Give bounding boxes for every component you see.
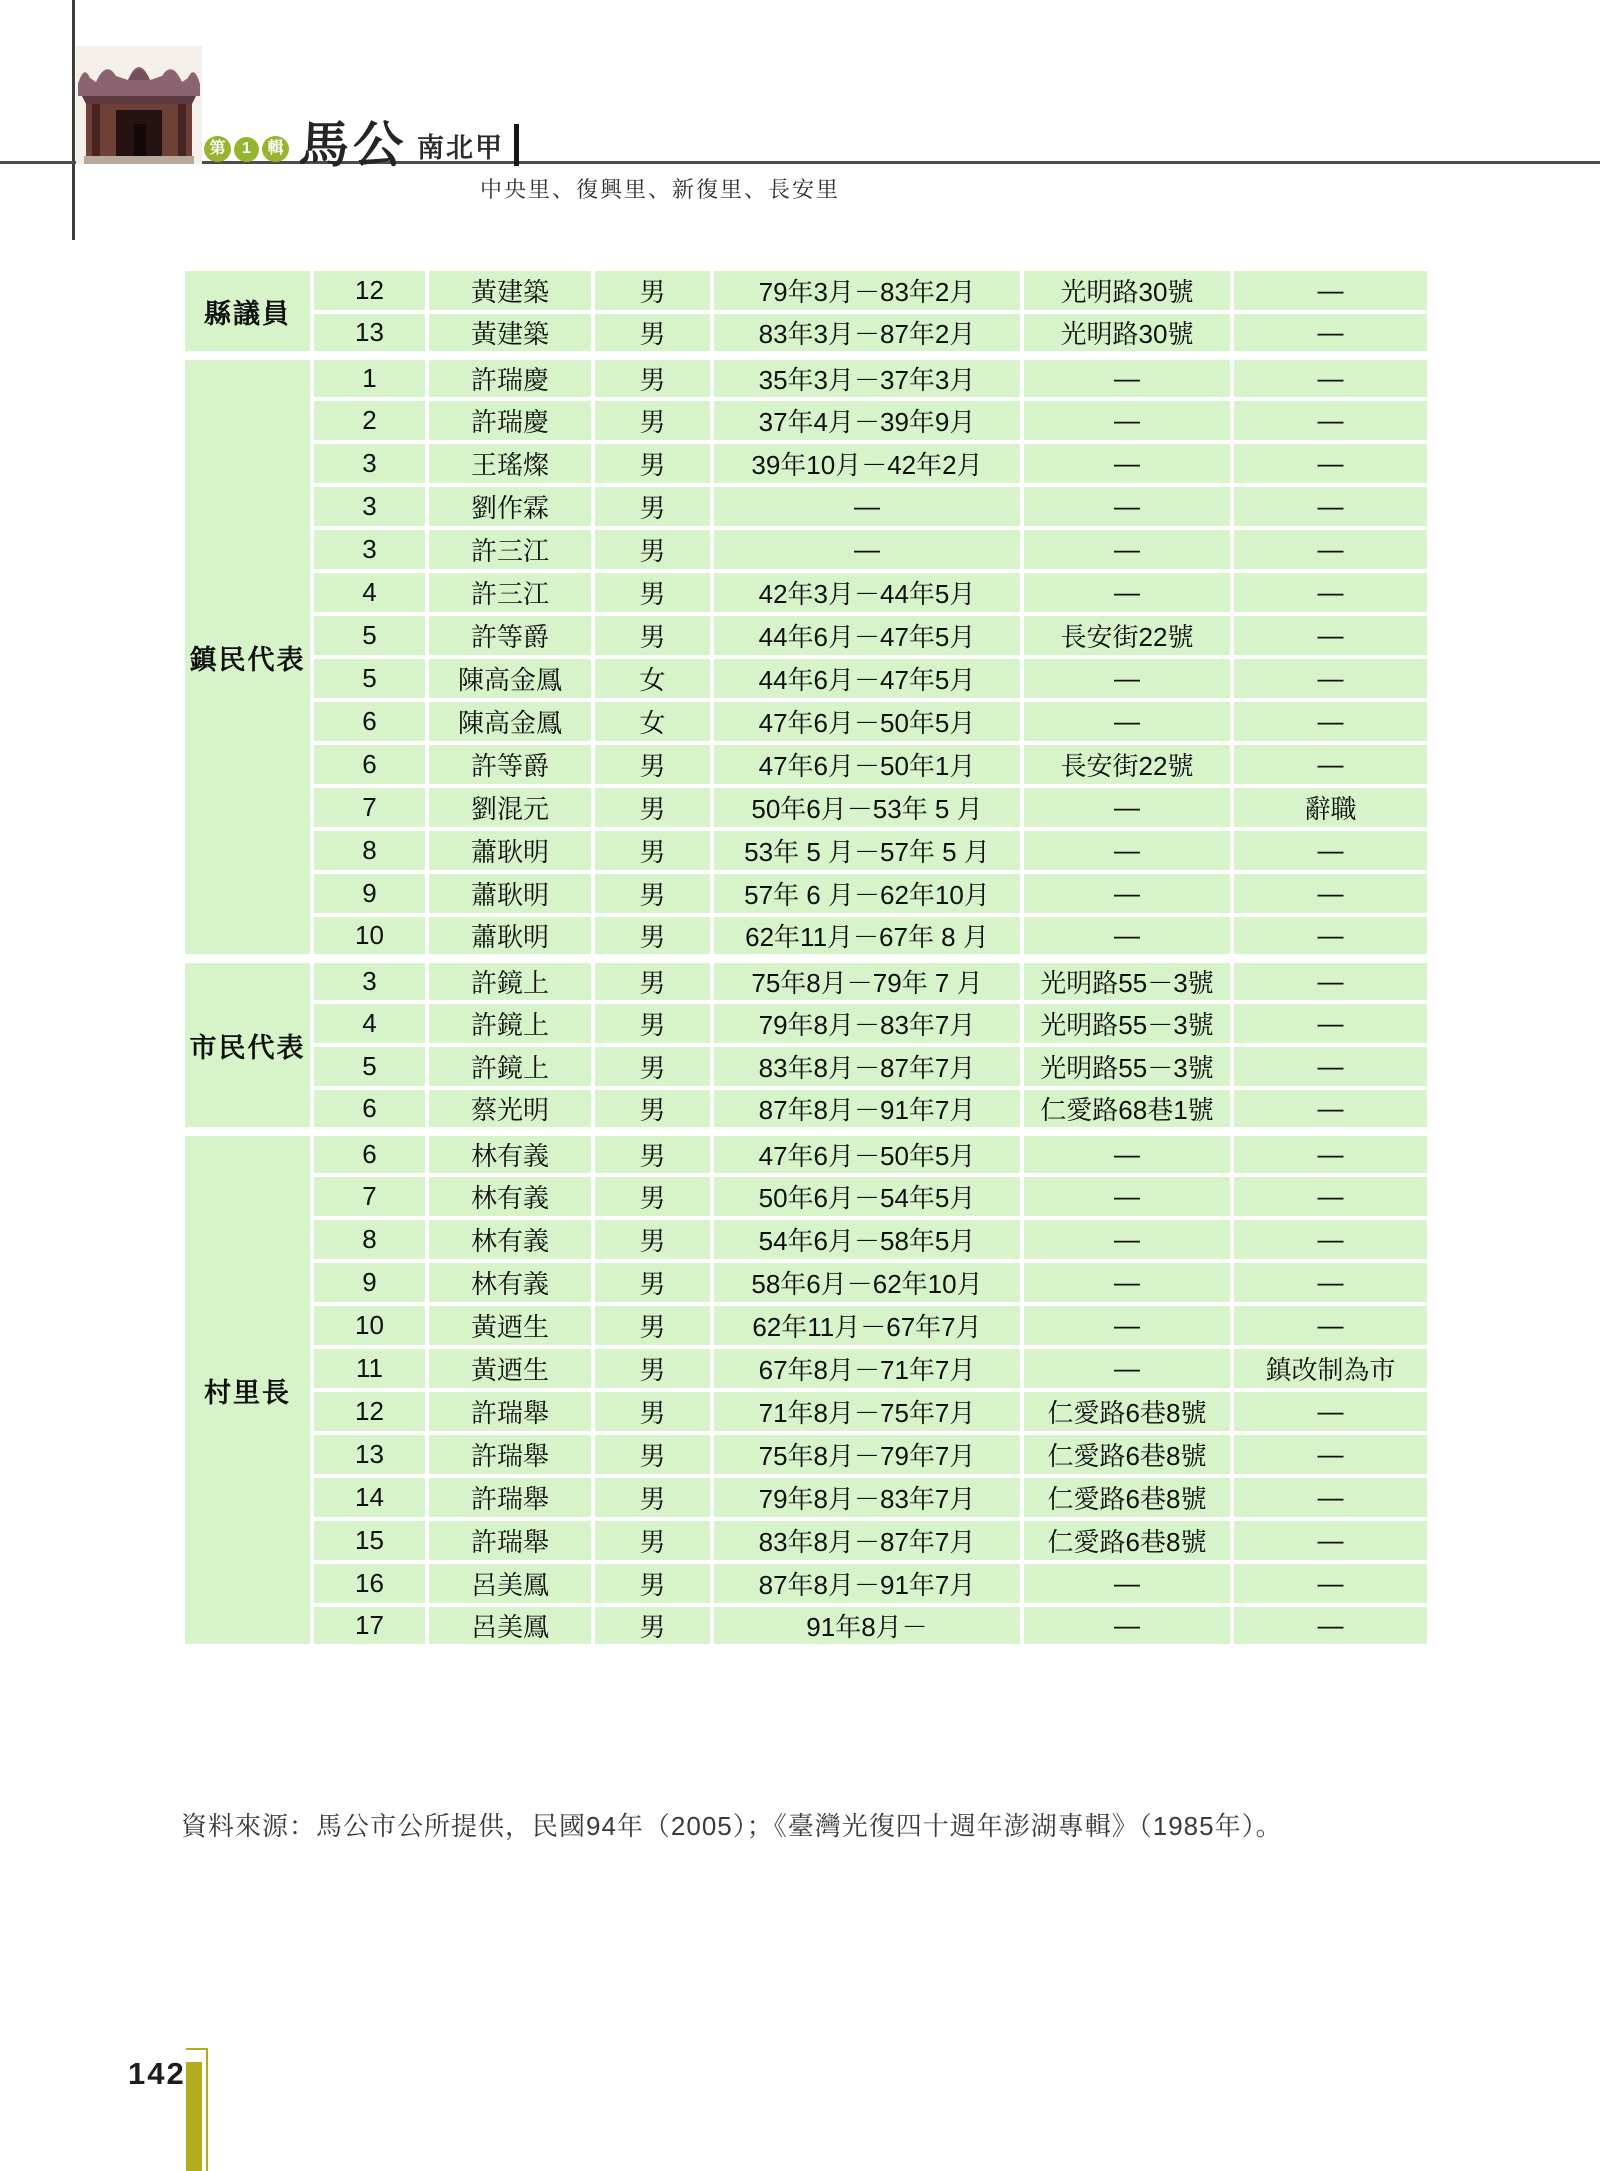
address-cell: 光明路30號 (1022, 269, 1232, 312)
term-cell: 58年6月－62年10月 (712, 1261, 1022, 1304)
note-cell: — (1232, 1562, 1429, 1605)
gender-cell: 男 (593, 1304, 712, 1347)
table-row (183, 1045, 1429, 1088)
source-footnote: 資料來源：馬公市公所提供，民國94年（2005）；《臺灣光復四十週年澎湖專輯》（1985年）。 (181, 1811, 1283, 1841)
term-number-cell: 4 (312, 571, 427, 614)
term-number-cell: 1 (312, 356, 427, 400)
name-cell: 許瑞舉 (427, 1519, 593, 1562)
gender-cell: 男 (593, 485, 712, 528)
address-cell: — (1022, 485, 1232, 528)
address-cell: — (1022, 399, 1232, 442)
term-cell: 83年3月－87年2月 (712, 312, 1022, 356)
term-number-cell: 9 (312, 1261, 427, 1304)
name-cell: 蔡光明 (427, 1088, 593, 1132)
term-cell: 42年3月－44年5月 (712, 571, 1022, 614)
note-cell: — (1232, 571, 1429, 614)
address-cell: 仁愛路6巷8號 (1022, 1390, 1232, 1433)
term-cell: — (712, 485, 1022, 528)
term-cell: — (712, 528, 1022, 571)
term-cell: 87年8月－91年7月 (712, 1562, 1022, 1605)
term-number-cell: 6 (312, 1088, 427, 1132)
table-row (183, 269, 1429, 312)
name-cell: 許等爵 (427, 614, 593, 657)
table-row (183, 1562, 1429, 1605)
note-cell: — (1232, 1045, 1429, 1088)
term-cell: 47年6月－50年5月 (712, 1132, 1022, 1176)
gender-cell: 男 (593, 872, 712, 915)
note-cell: — (1232, 700, 1429, 743)
address-cell: 光明路55－3號 (1022, 1045, 1232, 1088)
name-cell: 林有義 (427, 1175, 593, 1218)
temple-photo (76, 46, 202, 164)
name-cell: 許等爵 (427, 743, 593, 786)
table-row (183, 1002, 1429, 1045)
table-row (183, 1433, 1429, 1476)
note-cell: — (1232, 1304, 1429, 1347)
name-cell: 林有義 (427, 1218, 593, 1261)
name-cell: 蕭耿明 (427, 872, 593, 915)
name-cell: 許瑞慶 (427, 399, 593, 442)
name-cell: 許瑞慶 (427, 356, 593, 400)
gender-cell: 男 (593, 1261, 712, 1304)
title-end-bar (514, 124, 519, 166)
address-cell: — (1022, 1562, 1232, 1605)
term-cell: 75年8月－79年 7 月 (712, 959, 1022, 1003)
name-cell: 林有義 (427, 1132, 593, 1176)
gender-cell: 男 (593, 1347, 712, 1390)
term-cell: 47年6月－50年1月 (712, 743, 1022, 786)
note-cell: — (1232, 829, 1429, 872)
volume-badges (204, 136, 289, 162)
address-cell: — (1022, 1261, 1232, 1304)
note-cell: — (1232, 1132, 1429, 1176)
group-label-cell: 鎮民代表 (183, 356, 312, 959)
table-row (183, 356, 1429, 400)
name-cell: 許鏡上 (427, 1045, 593, 1088)
name-cell: 呂美鳳 (427, 1562, 593, 1605)
title-calligraphy: 馬公 (297, 117, 409, 173)
table-row (183, 399, 1429, 442)
table-row (183, 528, 1429, 571)
name-cell: 許鏡上 (427, 959, 593, 1003)
term-number-cell: 4 (312, 1002, 427, 1045)
address-cell: — (1022, 1175, 1232, 1218)
address-cell: — (1022, 1304, 1232, 1347)
left-margin-rule (72, 0, 75, 240)
gender-cell: 男 (593, 829, 712, 872)
note-cell: — (1232, 356, 1429, 400)
term-cell: 83年8月－87年7月 (712, 1519, 1022, 1562)
term-number-cell: 5 (312, 1045, 427, 1088)
volume-badge-suffix: 輯 (262, 136, 289, 162)
village-subtitle: 中央里、復興里、新復里、長安里 (480, 177, 841, 202)
term-cell: 54年6月－58年5月 (712, 1218, 1022, 1261)
note-cell: — (1232, 269, 1429, 312)
note-cell: — (1232, 743, 1429, 786)
gender-cell: 男 (593, 743, 712, 786)
term-cell: 79年8月－83年7月 (712, 1002, 1022, 1045)
gender-cell: 男 (593, 528, 712, 571)
term-number-cell: 7 (312, 1175, 427, 1218)
address-cell: — (1022, 1347, 1232, 1390)
name-cell: 許瑞舉 (427, 1390, 593, 1433)
term-cell: 44年6月－47年5月 (712, 614, 1022, 657)
term-number-cell: 6 (312, 743, 427, 786)
address-cell: — (1022, 1605, 1232, 1649)
title-subname: 南北甲 (417, 133, 504, 163)
term-number-cell: 12 (312, 269, 427, 312)
address-cell: — (1022, 915, 1232, 959)
term-number-cell: 12 (312, 1390, 427, 1433)
address-cell: 仁愛路6巷8號 (1022, 1519, 1232, 1562)
term-cell: 91年8月－ (712, 1605, 1022, 1649)
term-number-cell: 7 (312, 786, 427, 829)
gender-cell: 男 (593, 1132, 712, 1176)
note-cell: — (1232, 614, 1429, 657)
address-cell: — (1022, 786, 1232, 829)
address-cell: — (1022, 1218, 1232, 1261)
term-cell: 39年10月－42年2月 (712, 442, 1022, 485)
note-cell: — (1232, 528, 1429, 571)
term-number-cell: 2 (312, 399, 427, 442)
table-row (183, 571, 1429, 614)
name-cell: 許鏡上 (427, 1002, 593, 1045)
bookmark-outline-side (206, 2048, 208, 2171)
term-number-cell: 5 (312, 614, 427, 657)
term-number-cell: 16 (312, 1562, 427, 1605)
term-cell: 35年3月－37年3月 (712, 356, 1022, 400)
note-cell: — (1232, 312, 1429, 356)
term-cell: 50年6月－53年 5 月 (712, 786, 1022, 829)
gender-cell: 女 (593, 657, 712, 700)
page-title (204, 116, 519, 173)
name-cell: 劉混元 (427, 786, 593, 829)
term-number-cell: 17 (312, 1605, 427, 1649)
term-number-cell: 6 (312, 700, 427, 743)
address-cell: — (1022, 442, 1232, 485)
name-cell: 黃迺生 (427, 1347, 593, 1390)
gender-cell: 男 (593, 1045, 712, 1088)
note-cell: 辭職 (1232, 786, 1429, 829)
term-number-cell: 14 (312, 1476, 427, 1519)
gender-cell: 男 (593, 1562, 712, 1605)
gender-cell: 男 (593, 442, 712, 485)
term-cell: 37年4月－39年9月 (712, 399, 1022, 442)
address-cell: — (1022, 356, 1232, 400)
table-row (183, 614, 1429, 657)
note-cell: — (1232, 959, 1429, 1003)
term-number-cell: 3 (312, 959, 427, 1003)
records-table (181, 267, 1431, 1653)
volume-badge-prefix: 第 (204, 136, 231, 162)
note-cell: — (1232, 485, 1429, 528)
term-cell: 50年6月－54年5月 (712, 1175, 1022, 1218)
table-row (183, 915, 1429, 959)
term-cell: 79年3月－83年2月 (712, 269, 1022, 312)
table-row (183, 657, 1429, 700)
gender-cell: 男 (593, 1218, 712, 1261)
note-cell: — (1232, 1390, 1429, 1433)
note-cell: — (1232, 1175, 1429, 1218)
term-cell: 79年8月－83年7月 (712, 1476, 1022, 1519)
term-number-cell: 6 (312, 1132, 427, 1176)
table-row (183, 1132, 1429, 1176)
term-cell: 62年11月－67年7月 (712, 1304, 1022, 1347)
name-cell: 呂美鳳 (427, 1605, 593, 1649)
group-label-cell: 縣議員 (183, 269, 312, 356)
address-cell: 仁愛路68巷1號 (1022, 1088, 1232, 1132)
gender-cell: 男 (593, 1605, 712, 1649)
table-row (183, 1304, 1429, 1347)
note-cell: — (1232, 915, 1429, 959)
group-label-cell: 市民代表 (183, 959, 312, 1132)
address-cell: — (1022, 700, 1232, 743)
name-cell: 黃建築 (427, 269, 593, 312)
table-row (183, 872, 1429, 915)
note-cell: — (1232, 872, 1429, 915)
name-cell: 許瑞舉 (427, 1433, 593, 1476)
volume-badge-number: 1 (234, 137, 259, 162)
term-cell: 87年8月－91年7月 (712, 1088, 1022, 1132)
note-cell: — (1232, 399, 1429, 442)
table-row (183, 1519, 1429, 1562)
gender-cell: 男 (593, 786, 712, 829)
table-row (183, 442, 1429, 485)
note-cell: — (1232, 1433, 1429, 1476)
note-cell: — (1232, 1476, 1429, 1519)
gender-cell: 男 (593, 614, 712, 657)
bookmark-outline-top (186, 2048, 208, 2050)
term-number-cell: 8 (312, 1218, 427, 1261)
note-cell: — (1232, 1088, 1429, 1132)
gender-cell: 男 (593, 356, 712, 400)
name-cell: 黃建築 (427, 312, 593, 356)
gender-cell: 男 (593, 312, 712, 356)
term-cell: 47年6月－50年5月 (712, 700, 1022, 743)
table-row (183, 1476, 1429, 1519)
address-cell: 長安街22號 (1022, 743, 1232, 786)
note-cell: — (1232, 1605, 1429, 1649)
gender-cell: 男 (593, 1476, 712, 1519)
address-cell: 光明路30號 (1022, 312, 1232, 356)
gender-cell: 男 (593, 959, 712, 1003)
note-cell: — (1232, 1261, 1429, 1304)
table-row (183, 312, 1429, 356)
name-cell: 許三江 (427, 571, 593, 614)
term-number-cell: 3 (312, 485, 427, 528)
term-cell: 83年8月－87年7月 (712, 1045, 1022, 1088)
gender-cell: 男 (593, 1175, 712, 1218)
gender-cell: 女 (593, 700, 712, 743)
records-table-body (183, 269, 1429, 1649)
note-cell: 鎮改制為市 (1232, 1347, 1429, 1390)
gender-cell: 男 (593, 1002, 712, 1045)
address-cell: 光明路55－3號 (1022, 959, 1232, 1003)
table-row (183, 829, 1429, 872)
term-cell: 57年 6 月－62年10月 (712, 872, 1022, 915)
term-cell: 44年6月－47年5月 (712, 657, 1022, 700)
term-cell: 71年8月－75年7月 (712, 1390, 1022, 1433)
table-row (183, 1218, 1429, 1261)
table-row (183, 700, 1429, 743)
name-cell: 劉作霖 (427, 485, 593, 528)
table-row (183, 1261, 1429, 1304)
name-cell: 許瑞舉 (427, 1476, 593, 1519)
term-number-cell: 10 (312, 915, 427, 959)
page-number: 142 (128, 2056, 186, 2091)
term-number-cell: 5 (312, 657, 427, 700)
address-cell: — (1022, 571, 1232, 614)
group-label-cell: 村里長 (183, 1132, 312, 1649)
address-cell: 光明路55－3號 (1022, 1002, 1232, 1045)
term-number-cell: 13 (312, 1433, 427, 1476)
address-cell: — (1022, 872, 1232, 915)
note-cell: — (1232, 442, 1429, 485)
note-cell: — (1232, 1002, 1429, 1045)
table-row (183, 1390, 1429, 1433)
table-row (183, 1175, 1429, 1218)
term-number-cell: 3 (312, 528, 427, 571)
name-cell: 蕭耿明 (427, 915, 593, 959)
term-cell: 62年11月－67年 8 月 (712, 915, 1022, 959)
term-cell: 67年8月－71年7月 (712, 1347, 1022, 1390)
note-cell: — (1232, 1519, 1429, 1562)
term-number-cell: 10 (312, 1304, 427, 1347)
name-cell: 王瑤燦 (427, 442, 593, 485)
note-cell: — (1232, 657, 1429, 700)
address-cell: — (1022, 1132, 1232, 1176)
name-cell: 蕭耿明 (427, 829, 593, 872)
table-row (183, 959, 1429, 1003)
name-cell: 陳高金鳳 (427, 657, 593, 700)
address-cell: 仁愛路6巷8號 (1022, 1433, 1232, 1476)
term-number-cell: 15 (312, 1519, 427, 1562)
note-cell: — (1232, 1218, 1429, 1261)
table-row (183, 1605, 1429, 1649)
gender-cell: 男 (593, 1519, 712, 1562)
gender-cell: 男 (593, 1390, 712, 1433)
table-row (183, 485, 1429, 528)
address-cell: 長安街22號 (1022, 614, 1232, 657)
term-number-cell: 8 (312, 829, 427, 872)
term-number-cell: 11 (312, 1347, 427, 1390)
gender-cell: 男 (593, 915, 712, 959)
table-row (183, 786, 1429, 829)
bookmark-bar (186, 2062, 202, 2171)
name-cell: 許三江 (427, 528, 593, 571)
address-cell: — (1022, 829, 1232, 872)
table-row (183, 743, 1429, 786)
term-number-cell: 9 (312, 872, 427, 915)
term-cell: 75年8月－79年7月 (712, 1433, 1022, 1476)
gender-cell: 男 (593, 399, 712, 442)
term-cell: 53年 5 月－57年 5 月 (712, 829, 1022, 872)
name-cell: 黃迺生 (427, 1304, 593, 1347)
table-row (183, 1347, 1429, 1390)
gender-cell: 男 (593, 269, 712, 312)
table-row (183, 1088, 1429, 1132)
gender-cell: 男 (593, 1088, 712, 1132)
address-cell: — (1022, 528, 1232, 571)
name-cell: 陳高金鳳 (427, 700, 593, 743)
address-cell: 仁愛路6巷8號 (1022, 1476, 1232, 1519)
name-cell: 林有義 (427, 1261, 593, 1304)
gender-cell: 男 (593, 1433, 712, 1476)
term-number-cell: 13 (312, 312, 427, 356)
term-number-cell: 3 (312, 442, 427, 485)
address-cell: — (1022, 657, 1232, 700)
gender-cell: 男 (593, 571, 712, 614)
